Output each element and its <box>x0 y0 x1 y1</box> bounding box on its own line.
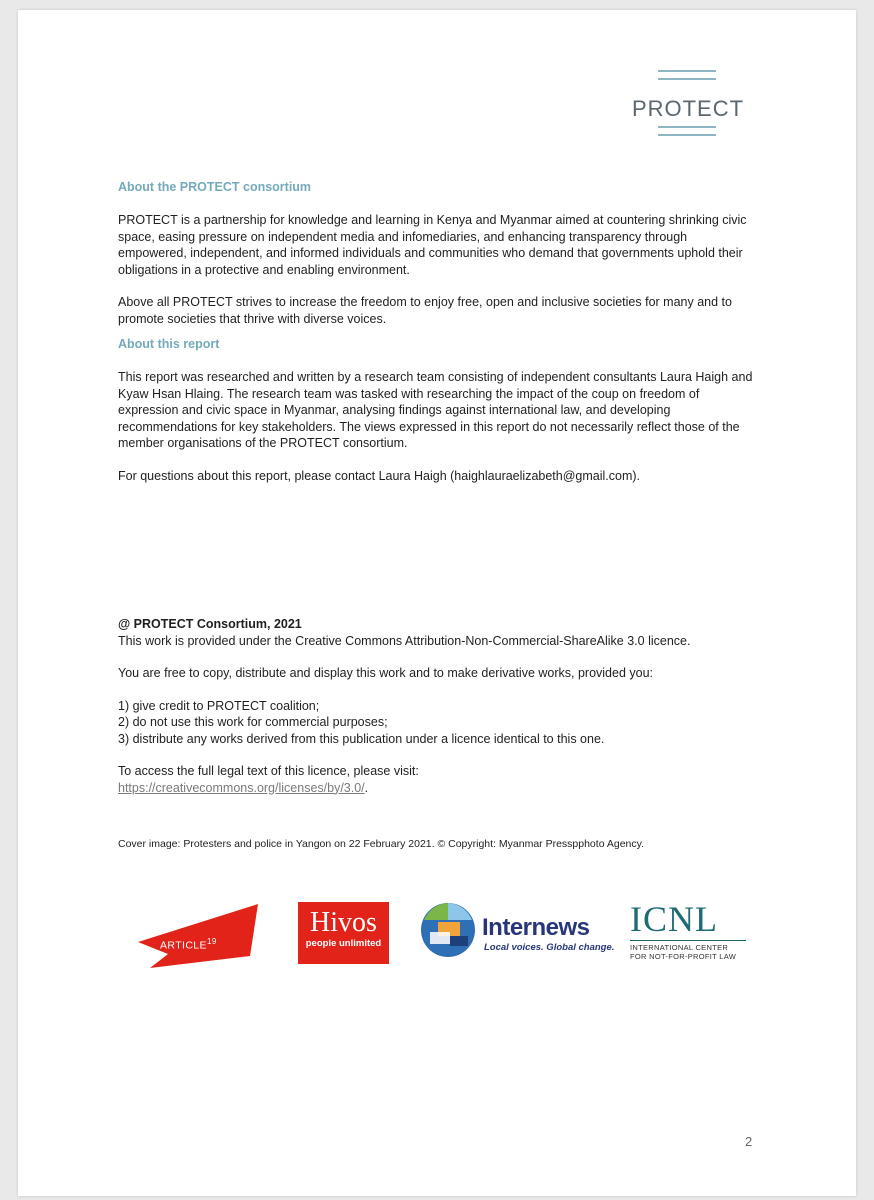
licence-link[interactable]: https://creativecommons.org/licenses/by/3.0/ <box>118 780 365 795</box>
licence-url-suffix: . <box>364 780 369 795</box>
logo-line <box>658 134 716 136</box>
icnl-line2: FOR NOT-FOR-PROFIT LAW <box>630 952 737 961</box>
protect-logo <box>630 68 746 138</box>
logo-line <box>658 70 716 72</box>
icnl-logo <box>630 900 758 972</box>
article19-text <box>160 937 217 952</box>
icnl-name: ICNL <box>630 899 718 939</box>
licence-term: 1) give credit to PROTECT coalition; <box>118 698 320 713</box>
consortium-paragraph: PROTECT is a partnership for knowledge and learning in Kenya and Myanmar aimed at countering shrinking civic space, easing pressure on independent media and infomediaries, and enhancing transparency through empowered, independent, and informed individuals and communities who demand that governments uphold their obligations in a protective and enabling environment. <box>118 213 747 277</box>
cover-image-caption: Cover image: Protesters and police in Yangon on 22 February 2021. © Copyright: Myanmar Presspphoto Agency. <box>118 838 645 850</box>
licence-term: 2) do not use this work for commercial purposes; <box>118 715 388 729</box>
document-page <box>18 10 856 1196</box>
internews-logo <box>420 900 620 970</box>
icnl-rule <box>630 940 746 941</box>
report-heading: About this report <box>118 337 220 351</box>
licence-access-text: To access the full legal text of this licence, please visit: <box>118 764 419 778</box>
internews-name: Internews <box>482 914 590 941</box>
logo-line <box>658 78 716 80</box>
report-contact: For questions about this report, please contact Laura Haigh (haighlauraelizabeth@gmail.com). <box>118 468 641 483</box>
article19-name: ARTICLE <box>160 939 207 952</box>
hivos-logo <box>298 902 389 964</box>
hivos-tagline: people unlimited <box>305 938 382 949</box>
logo-text: PROTECT <box>631 96 745 121</box>
licence-line: This work is provided under the Creative Commons Attribution-Non-Commercial-ShareAlike 3.0 licence. <box>118 633 691 648</box>
report-paragraph: This report was researched and written by a research team consisting of independent consultants Laura Haigh and Kyaw Hsan Hlaing. The research team was tasked with researching the impact of the coup on freedom of expression and civic space in Myanmar, analysing findings against international law, and developing recommendations for key stakeholders. The views expressed in this report do not necessarily reflect those of the member organisations of the PROTECT consortium. <box>118 370 753 450</box>
article19-shape-icon <box>138 904 263 968</box>
licence-url-line <box>118 780 778 797</box>
licence-block <box>118 616 778 796</box>
page-number: 2 <box>745 1134 753 1149</box>
icnl-line1: INTERNATIONAL CENTER <box>630 943 729 952</box>
hivos-name: Hivos <box>310 907 377 938</box>
logo-line <box>658 126 716 128</box>
consortium-heading: About the PROTECT consortium <box>118 180 312 194</box>
licence-term: 3) distribute any works derived from this publication under a licence identical to this one. <box>118 731 605 746</box>
article19-logo <box>138 904 263 968</box>
internews-tagline: Local voices. Global change. <box>484 942 615 953</box>
partner-logos <box>138 900 758 980</box>
internews-globe-icon <box>420 902 476 958</box>
copyright-line: @ PROTECT Consortium, 2021 <box>118 617 302 631</box>
consortium-paragraph: Above all PROTECT strives to increase the freedom to enjoy free, open and inclusive societies for many and to promote societies that thrive with diverse voices. <box>118 295 732 326</box>
article19-number: 19 <box>206 937 217 946</box>
main-content <box>118 180 758 500</box>
licence-terms-intro: You are free to copy, distribute and display this work and to make derivative works, provided you: <box>118 666 654 680</box>
